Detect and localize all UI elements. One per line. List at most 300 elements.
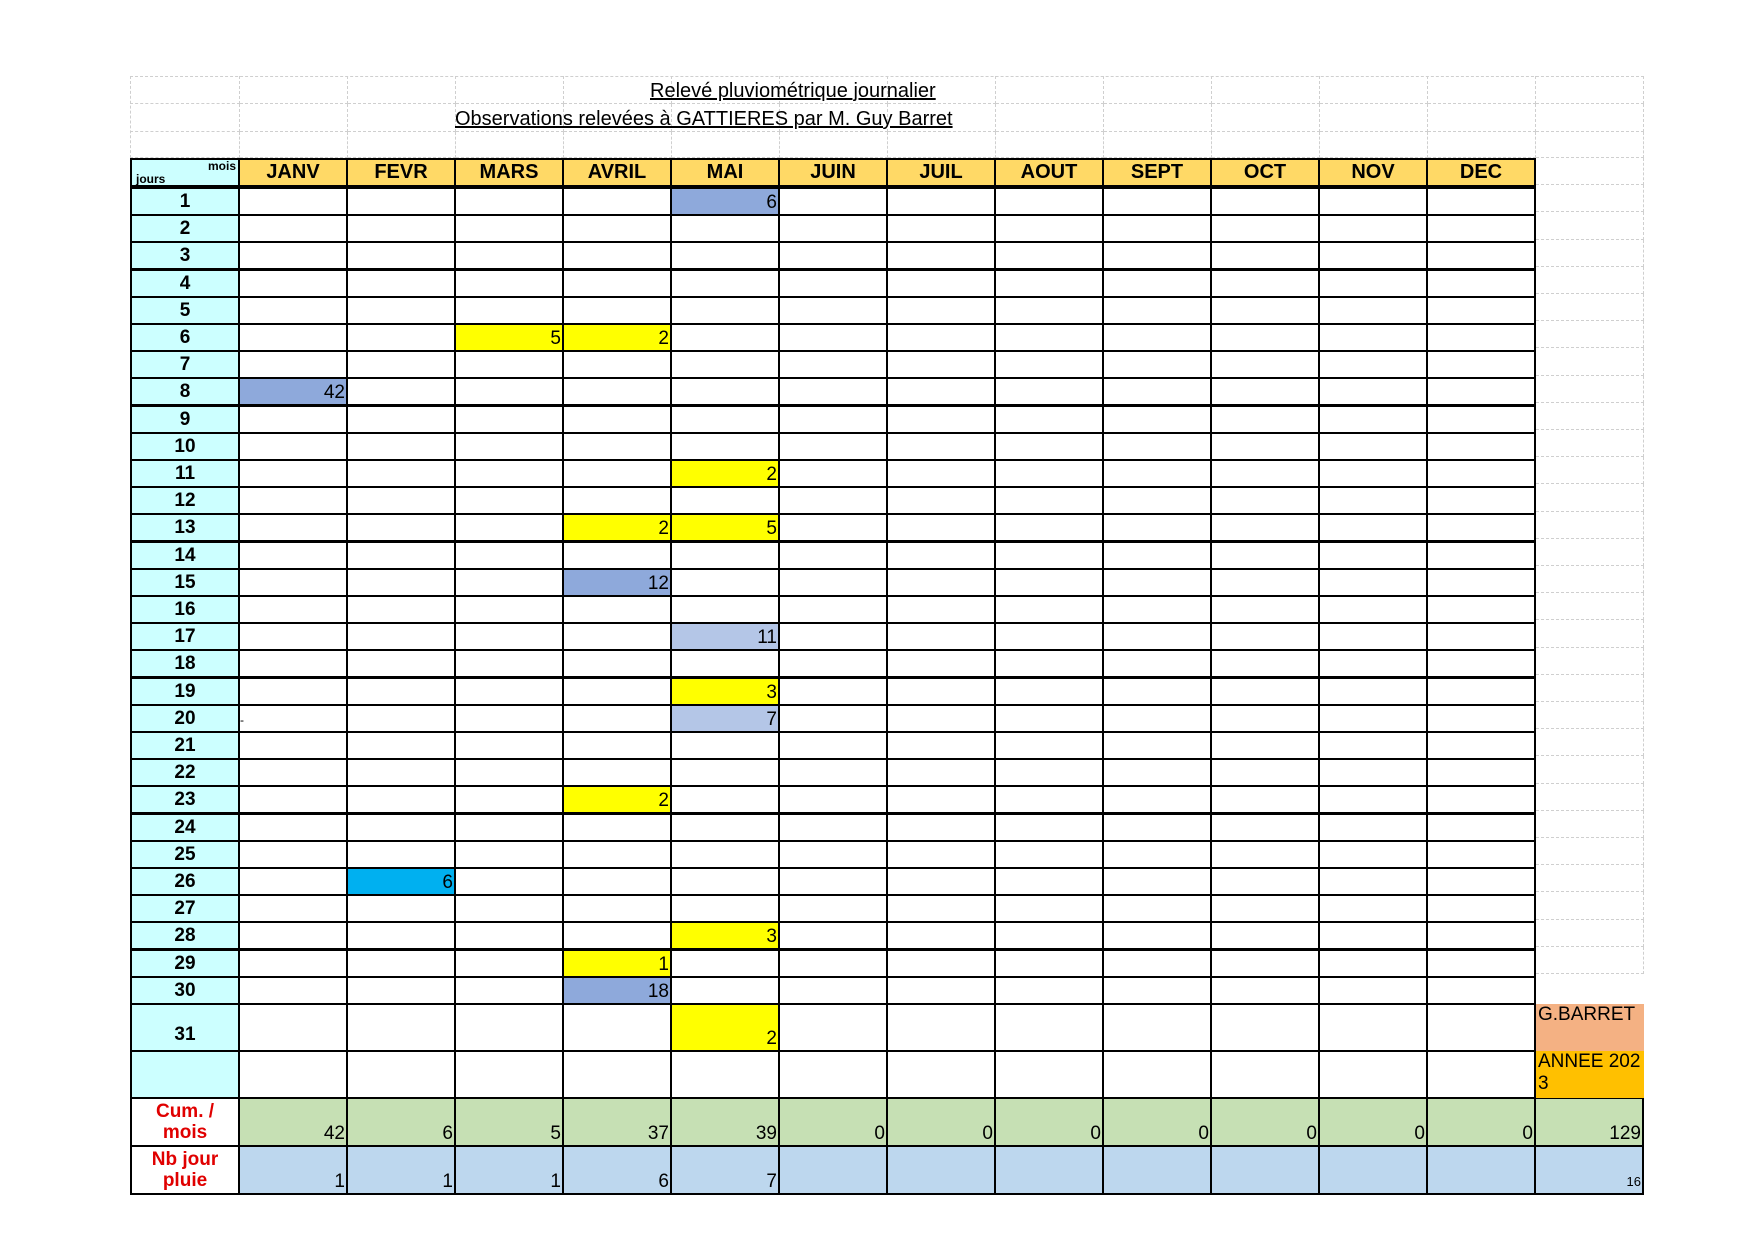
- rain-days-count-value: [778, 1145, 888, 1195]
- grid-cell: [1104, 76, 1212, 104]
- rainfall-reading: 2: [670, 459, 780, 488]
- data-cell: [886, 241, 996, 270]
- data-cell: [238, 758, 348, 787]
- data-cell: [1102, 949, 1212, 978]
- rain-days-count-value: [1318, 1145, 1428, 1195]
- data-cell: [346, 350, 456, 379]
- data-cell: [1318, 894, 1428, 923]
- data-cell: [886, 459, 996, 488]
- day-label-21: 21: [130, 731, 240, 760]
- monthly-cumulative-value: 0: [994, 1097, 1104, 1147]
- data-cell: [238, 867, 348, 896]
- day-label-28: 28: [130, 921, 240, 950]
- grid-cell: [888, 132, 996, 158]
- data-cell: [454, 921, 564, 950]
- data-cell: [1426, 432, 1536, 461]
- day-label-27: 27: [130, 894, 240, 923]
- data-cell: [886, 813, 996, 842]
- grid-cell: [1536, 348, 1644, 375]
- grid-cell: [1536, 104, 1644, 132]
- blank-cell: [1102, 1050, 1212, 1099]
- rainfall-reading: 18: [562, 976, 672, 1005]
- data-cell: [562, 269, 672, 298]
- data-cell: [454, 269, 564, 298]
- data-cell: [1426, 1003, 1536, 1052]
- data-cell: [454, 622, 564, 651]
- data-cell: [886, 568, 996, 597]
- grid-cell: [1428, 104, 1536, 132]
- data-cell: [1102, 758, 1212, 787]
- blank-cell: [670, 1050, 780, 1099]
- grid-cell: [240, 76, 348, 104]
- data-cell: [670, 785, 780, 814]
- rainfall-reading: 7: [670, 704, 780, 733]
- grid-cell: [996, 76, 1104, 104]
- data-cell: [778, 513, 888, 542]
- data-cell: [454, 486, 564, 515]
- data-cell: [670, 323, 780, 352]
- grid-cell: [1536, 729, 1644, 756]
- data-cell: [778, 813, 888, 842]
- stray-mark: -: [240, 713, 244, 727]
- data-cell: [670, 595, 780, 624]
- data-cell: [670, 813, 780, 842]
- data-cell: [1210, 241, 1320, 270]
- data-cell: [1210, 649, 1320, 678]
- data-cell: [1102, 704, 1212, 733]
- data-cell: [994, 1003, 1104, 1052]
- data-cell: [1102, 785, 1212, 814]
- data-cell: [886, 513, 996, 542]
- monthly-cumulative-value: 0: [1318, 1097, 1428, 1147]
- data-cell: [994, 595, 1104, 624]
- data-cell: [238, 541, 348, 570]
- data-cell: [886, 731, 996, 760]
- data-cell: [886, 1003, 996, 1052]
- month-header-fevr: FEVR: [346, 158, 456, 187]
- grid-cell: [1212, 76, 1320, 104]
- data-cell: [346, 677, 456, 706]
- data-cell: [778, 840, 888, 869]
- grid-cell: [1536, 294, 1644, 321]
- data-cell: [238, 976, 348, 1005]
- data-cell: [1426, 323, 1536, 352]
- data-cell: [994, 187, 1104, 216]
- data-cell: [778, 187, 888, 216]
- data-cell: [1210, 377, 1320, 406]
- monthly-cumulative-value: 5: [454, 1097, 564, 1147]
- data-cell: [346, 459, 456, 488]
- corner-jours-label: jours: [136, 172, 166, 186]
- data-cell: [1210, 595, 1320, 624]
- grid-cell: [240, 132, 348, 158]
- data-cell: [1426, 894, 1536, 923]
- data-cell: [886, 323, 996, 352]
- data-cell: [1102, 1003, 1212, 1052]
- data-cell: [1318, 513, 1428, 542]
- data-cell: [994, 704, 1104, 733]
- rainfall-reading: 1: [562, 949, 672, 978]
- data-cell: [994, 949, 1104, 978]
- grid-cell: [1536, 566, 1644, 593]
- data-cell: [346, 377, 456, 406]
- day-label-31: 31: [130, 1003, 240, 1052]
- blank-row-label: [130, 1050, 240, 1099]
- data-cell: [562, 1003, 672, 1052]
- data-cell: [1102, 894, 1212, 923]
- grid-cell: [348, 76, 456, 104]
- data-cell: [1210, 296, 1320, 325]
- data-cell: [1102, 921, 1212, 950]
- data-cell: [1210, 214, 1320, 243]
- data-cell: [1318, 541, 1428, 570]
- data-cell: [1210, 541, 1320, 570]
- data-cell: [670, 894, 780, 923]
- data-cell: [454, 214, 564, 243]
- data-cell: [1426, 758, 1536, 787]
- monthly-cumulative-value: 0: [886, 1097, 996, 1147]
- data-cell: [1426, 785, 1536, 814]
- data-cell: [562, 214, 672, 243]
- grid-cell: [1104, 104, 1212, 132]
- month-header-mars: MARS: [454, 158, 564, 187]
- data-cell: [1102, 976, 1212, 1005]
- data-cell: [670, 377, 780, 406]
- data-cell: [562, 649, 672, 678]
- grid-cell: [1536, 702, 1644, 729]
- data-cell: [1102, 187, 1212, 216]
- data-cell: [1210, 350, 1320, 379]
- data-cell: [346, 214, 456, 243]
- data-cell: [346, 432, 456, 461]
- data-cell: [778, 677, 888, 706]
- day-label-1: 1: [130, 187, 240, 216]
- data-cell: [346, 785, 456, 814]
- data-cell: [1210, 677, 1320, 706]
- month-header-juin: JUIN: [778, 158, 888, 187]
- day-label-26: 26: [130, 867, 240, 896]
- grid-cell: [1536, 512, 1644, 539]
- data-cell: [238, 894, 348, 923]
- data-cell: [346, 949, 456, 978]
- grid-cell: [1536, 457, 1644, 484]
- data-cell: [1318, 323, 1428, 352]
- data-cell: [994, 350, 1104, 379]
- data-cell: [1426, 568, 1536, 597]
- grid-cell: [1536, 811, 1644, 838]
- monthly-cumulative-total: 129: [1534, 1097, 1644, 1147]
- data-cell: [886, 677, 996, 706]
- day-label-19: 19: [130, 677, 240, 706]
- data-cell: [778, 459, 888, 488]
- data-cell: [238, 269, 348, 298]
- data-cell: [778, 949, 888, 978]
- data-cell: [1102, 459, 1212, 488]
- grid-cell: [1536, 838, 1644, 865]
- data-cell: [1210, 405, 1320, 434]
- data-cell: [1318, 949, 1428, 978]
- data-cell: [994, 813, 1104, 842]
- rain-days-count-value: 6: [562, 1145, 672, 1195]
- month-header-mai: MAI: [670, 158, 780, 187]
- data-cell: [778, 595, 888, 624]
- data-cell: [1426, 921, 1536, 950]
- data-cell: [1426, 976, 1536, 1005]
- data-cell: [1102, 867, 1212, 896]
- data-cell: [1210, 1003, 1320, 1052]
- month-header-sept: SEPT: [1102, 158, 1212, 187]
- rainfall-reading: 2: [562, 785, 672, 814]
- data-cell: [1210, 513, 1320, 542]
- grid-cell: [1536, 920, 1644, 947]
- grid-cell: [1536, 784, 1644, 811]
- data-cell: [994, 405, 1104, 434]
- data-cell: [454, 595, 564, 624]
- data-cell: [1102, 677, 1212, 706]
- data-cell: [778, 921, 888, 950]
- blank-cell: [346, 1050, 456, 1099]
- year-cell: ANNEE 2023: [1536, 1051, 1644, 1098]
- data-cell: [1102, 731, 1212, 760]
- rainfall-reading: 5: [454, 323, 564, 352]
- rainfall-reading: 3: [670, 677, 780, 706]
- data-cell: [994, 731, 1104, 760]
- data-cell: [562, 840, 672, 869]
- monthly-cumulative-value: 0: [1210, 1097, 1320, 1147]
- day-label-18: 18: [130, 649, 240, 678]
- blank-cell: [562, 1050, 672, 1099]
- data-cell: [1102, 840, 1212, 869]
- month-header-oct: OCT: [1210, 158, 1320, 187]
- day-label-10: 10: [130, 432, 240, 461]
- data-cell: [346, 840, 456, 869]
- data-cell: [1426, 241, 1536, 270]
- data-cell: [670, 976, 780, 1005]
- data-cell: [346, 187, 456, 216]
- data-cell: [1426, 513, 1536, 542]
- data-cell: [238, 595, 348, 624]
- data-cell: [562, 241, 672, 270]
- rainfall-reading: 2: [670, 1003, 780, 1052]
- data-cell: [454, 459, 564, 488]
- grid-cell: [1536, 648, 1644, 675]
- data-cell: [1210, 921, 1320, 950]
- data-cell: [346, 513, 456, 542]
- data-cell: [778, 241, 888, 270]
- data-cell: [886, 867, 996, 896]
- data-cell: [994, 622, 1104, 651]
- rainfall-reading: 2: [562, 323, 672, 352]
- data-cell: [670, 241, 780, 270]
- data-cell: [562, 894, 672, 923]
- day-label-14: 14: [130, 541, 240, 570]
- data-cell: [1102, 241, 1212, 270]
- data-cell: [1102, 214, 1212, 243]
- data-cell: [1210, 758, 1320, 787]
- data-cell: [238, 704, 348, 733]
- blank-cell: [238, 1050, 348, 1099]
- sheet-subtitle: Observations relevées à GATTIERES par M. Guy Barret: [455, 108, 953, 130]
- data-cell: [238, 949, 348, 978]
- data-cell: [1318, 214, 1428, 243]
- rainfall-reading: 6: [670, 187, 780, 216]
- data-cell: [886, 269, 996, 298]
- data-cell: [238, 296, 348, 325]
- data-cell: [994, 649, 1104, 678]
- blank-cell: [1210, 1050, 1320, 1099]
- day-label-3: 3: [130, 241, 240, 270]
- corner-mois-label: mois: [207, 159, 236, 173]
- data-cell: [778, 350, 888, 379]
- data-cell: [994, 867, 1104, 896]
- data-cell: [238, 785, 348, 814]
- data-cell: [886, 296, 996, 325]
- day-label-7: 7: [130, 350, 240, 379]
- data-cell: [670, 432, 780, 461]
- data-cell: [454, 350, 564, 379]
- data-cell: [238, 214, 348, 243]
- day-label-17: 17: [130, 622, 240, 651]
- grid-cell: [130, 132, 240, 158]
- data-cell: [1318, 921, 1428, 950]
- data-cell: [670, 840, 780, 869]
- grid-cell: [1212, 132, 1320, 158]
- rain-days-count-value: [994, 1145, 1104, 1195]
- data-cell: [454, 187, 564, 216]
- grid-cell: [996, 104, 1104, 132]
- data-cell: [454, 976, 564, 1005]
- grid-cell: [780, 132, 888, 158]
- data-cell: [886, 214, 996, 243]
- data-cell: [1426, 486, 1536, 515]
- data-cell: [994, 785, 1104, 814]
- day-label-16: 16: [130, 595, 240, 624]
- data-cell: [778, 867, 888, 896]
- rainfall-reading: 12: [562, 568, 672, 597]
- grid-cell: [1212, 104, 1320, 132]
- data-cell: [454, 541, 564, 570]
- grid-cell: [240, 104, 348, 132]
- data-cell: [1318, 813, 1428, 842]
- grid-cell: [1428, 76, 1536, 104]
- grid-cell: [1536, 484, 1644, 511]
- data-cell: [886, 622, 996, 651]
- grid-cell: [1536, 539, 1644, 566]
- data-cell: [1426, 867, 1536, 896]
- data-cell: [994, 677, 1104, 706]
- data-cell: [454, 432, 564, 461]
- day-label-29: 29: [130, 949, 240, 978]
- data-cell: [346, 269, 456, 298]
- data-cell: [994, 296, 1104, 325]
- data-cell: [1102, 269, 1212, 298]
- grid-cell: [1536, 376, 1644, 403]
- data-cell: [238, 323, 348, 352]
- data-cell: [778, 432, 888, 461]
- data-cell: [994, 758, 1104, 787]
- monthly-cumulative-value: 0: [1426, 1097, 1536, 1147]
- data-cell: [1426, 649, 1536, 678]
- grid-cell: [672, 132, 780, 158]
- data-cell: [1426, 296, 1536, 325]
- monthly-cumulative-value: 6: [346, 1097, 456, 1147]
- data-cell: [1102, 323, 1212, 352]
- data-cell: [1210, 949, 1320, 978]
- day-label-13: 13: [130, 513, 240, 542]
- data-cell: [1426, 949, 1536, 978]
- data-cell: [670, 758, 780, 787]
- data-cell: [1210, 432, 1320, 461]
- data-cell: [1210, 867, 1320, 896]
- data-cell: [670, 269, 780, 298]
- data-cell: [346, 921, 456, 950]
- grid-cell: [1428, 132, 1536, 158]
- data-cell: [454, 377, 564, 406]
- data-cell: [1318, 377, 1428, 406]
- data-cell: [454, 513, 564, 542]
- data-cell: [454, 241, 564, 270]
- data-cell: [1102, 432, 1212, 461]
- month-header-juil: JUIL: [886, 158, 996, 187]
- data-cell: [1318, 296, 1428, 325]
- data-cell: [238, 677, 348, 706]
- data-cell: [562, 731, 672, 760]
- data-cell: [994, 568, 1104, 597]
- data-cell: [994, 541, 1104, 570]
- day-label-25: 25: [130, 840, 240, 869]
- monthly-cumulative-label: Cum. / mois: [130, 1097, 240, 1147]
- data-cell: [346, 758, 456, 787]
- data-cell: [1426, 595, 1536, 624]
- day-label-4: 4: [130, 269, 240, 298]
- blank-cell: [454, 1050, 564, 1099]
- blank-cell: [778, 1050, 888, 1099]
- data-cell: [886, 894, 996, 923]
- data-cell: [346, 296, 456, 325]
- data-cell: [1210, 459, 1320, 488]
- data-cell: [1318, 432, 1428, 461]
- rain-days-count-label: Nb jour pluie: [130, 1145, 240, 1195]
- data-cell: [1426, 541, 1536, 570]
- grid-top-line: [130, 76, 1644, 77]
- data-cell: [1426, 269, 1536, 298]
- data-cell: [670, 649, 780, 678]
- day-label-11: 11: [130, 459, 240, 488]
- data-cell: [670, 350, 780, 379]
- data-cell: [1318, 595, 1428, 624]
- grid-cell: [1104, 132, 1212, 158]
- grid-cell: [1536, 620, 1644, 647]
- data-cell: [670, 949, 780, 978]
- data-cell: [994, 976, 1104, 1005]
- data-cell: [994, 377, 1104, 406]
- data-cell: [346, 976, 456, 1005]
- data-cell: [994, 921, 1104, 950]
- day-label-24: 24: [130, 813, 240, 842]
- data-cell: [886, 704, 996, 733]
- rainfall-reading: 3: [670, 921, 780, 950]
- data-cell: [562, 432, 672, 461]
- data-cell: [238, 921, 348, 950]
- data-cell: [994, 432, 1104, 461]
- data-cell: [1318, 840, 1428, 869]
- data-cell: [1210, 568, 1320, 597]
- data-cell: [1318, 785, 1428, 814]
- grid-cell: [564, 132, 672, 158]
- grid-cell: [1536, 947, 1644, 974]
- rainfall-reading: 5: [670, 513, 780, 542]
- data-cell: [1210, 785, 1320, 814]
